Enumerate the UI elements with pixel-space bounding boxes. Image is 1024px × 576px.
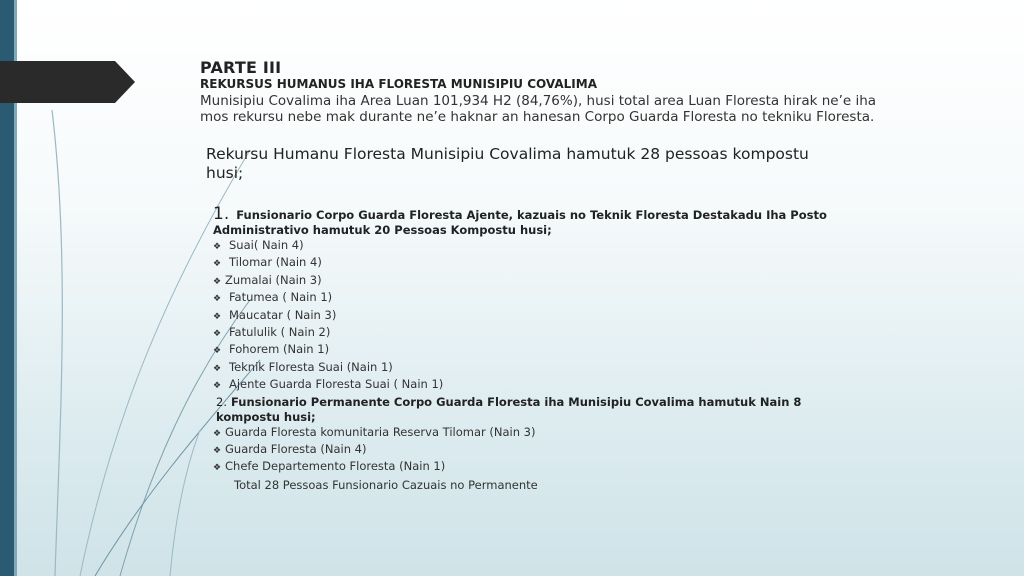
section-1-number: 1. (213, 204, 230, 224)
section-2-heading (213, 395, 863, 425)
section-2-items (213, 425, 863, 477)
section-1-items (213, 238, 863, 395)
list-item: ❖ Suai( Nain 4) (213, 238, 863, 255)
list-item: ❖ Zumalai (Nain 3) (213, 273, 863, 290)
bullet-icon: ❖ (213, 381, 222, 392)
list-item: ❖ Teknik Floresta Suai (Nain 1) (213, 360, 863, 377)
list-item: ❖ Tilomar (Nain 4) (213, 255, 863, 272)
bullet-icon: ❖ (213, 346, 222, 357)
bullet-icon: ❖ (213, 428, 222, 439)
list-item: ❖ Ajente Guarda Floresta Suai ( Nain 1) (213, 377, 863, 394)
section-2-number: 2. (216, 394, 227, 409)
list-item: ❖ Guarda Floresta (Nain 4) (213, 442, 863, 459)
section-1-heading (213, 204, 863, 238)
intro-paragraph: Munisipiu Covalima iha Area Luan 101,934 H2 (84,76%), husi total area Luan Floresta hirak ne’e iha mos rekursu nebe mak durante ne’e haknar an hanesan Corpo Guarda Floresta no tekniku Floresta. (200, 93, 877, 125)
total-line: Total 28 Pessoas Funsionario Cazuais no Permanente (234, 477, 538, 492)
bullet-icon: ❖ (213, 463, 222, 474)
header-block (200, 58, 900, 125)
bullet-icon: ❖ (213, 259, 222, 270)
bullet-icon: ❖ (213, 276, 222, 287)
section-1-text: Funsionario Corpo Guarda Floresta Ajente, kazuais no Teknik Floresta Destakadu Iha Posto Administrativo hamutuk 20 Pessoas Kompostu husi; (213, 208, 827, 237)
list-item: ❖ Maucatar ( Nain 3) (213, 308, 863, 325)
bullet-icon: ❖ (213, 446, 222, 457)
bullet-icon: ❖ (213, 294, 222, 305)
page-title: PARTE III (200, 58, 282, 77)
title-arrow-shape (0, 61, 135, 103)
list-item: ❖ Fatululik ( Nain 2) (213, 325, 863, 342)
bullet-icon: ❖ (213, 242, 222, 252)
list-item: ❖ Chefe Departemento Floresta (Nain 1) (213, 459, 863, 476)
bullet-icon: ❖ (213, 311, 222, 322)
page-subtitle: REKURSUS HUMANUS IHA FLORESTA MUNISIPIU COVALIMA (200, 77, 597, 91)
lead-paragraph: Rekursu Humanu Floresta Munisipiu Covalima hamutuk 28 pessoas kompostu husi; (206, 145, 809, 182)
bullet-icon: ❖ (213, 329, 222, 340)
section-2-text: Funsionario Permanente Corpo Guarda Floresta iha Munisipiu Covalima hamutuk Nain 8 kompostu husi; (216, 394, 802, 424)
bullet-icon: ❖ (213, 363, 222, 374)
resource-list (213, 204, 863, 493)
list-item: ❖ Fohorem (Nain 1) (213, 342, 863, 359)
list-item: ❖ Guarda Floresta komunitaria Reserva Tilomar (Nain 3) (213, 425, 863, 442)
list-item: ❖ Fatumea ( Nain 1) (213, 290, 863, 307)
